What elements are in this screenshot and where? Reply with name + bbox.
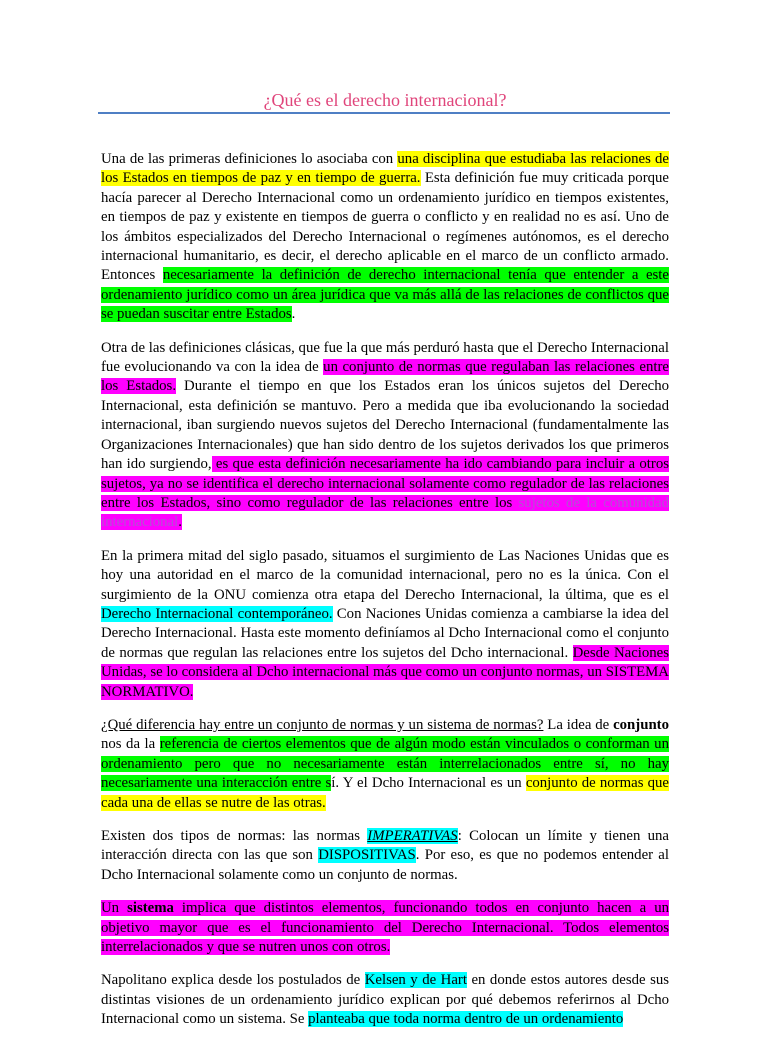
p5-highlight-imperativas: IMPERATIVAS	[367, 828, 458, 844]
p4-highlight-green: referencia de ciertos elementos que de algún modo están vinculados o conforman un ordenamiento pero que no necesariamente están interrelacionados entre sí, no hay necesariamente una interacción entre s	[101, 736, 669, 792]
p4-text-b: La idea de	[543, 716, 614, 733]
p2-text-c: Durante el tiempo en que los Estados eran los únicos sujetos del Derecho Internacional, esta definición se mantuvo. Pero a medida que iba evolucionando la sociedad internacional, iban surgiendo nuevos sujetos del Derecho Internacional (fundamentalmente las Organizaciones Internacionales) que han sido dentro de los sujetos derivados los que primeros han ido surgiendo,	[101, 378, 669, 473]
paragraph-6	[101, 899, 669, 957]
p2-highlight-magenta-1: un conjunto de normas que regulaban las relaciones entre los Estados.	[101, 359, 669, 395]
p6-text-a: Un	[101, 900, 128, 917]
p6-bold-sistema: sistema	[127, 900, 174, 917]
p3-highlight-magenta: Desde Naciones Unidas, se lo considera al Dcho internacional más que como un conjunto normas, un SISTEMA NORMATIVO.	[101, 644, 670, 700]
p2-highlight-magenta-2: es que esta definición necesariamente ha ido cambiando para incluir a otros sujetos, ya no se identifica el derecho internacional solamente como regulador de las relaciones entre los Estados, sino como regulador de las relaciones entre los	[101, 456, 669, 511]
page-title: ¿Qué es el derecho internacional?	[263, 90, 507, 110]
p5-text-a: Existen dos tipos de normas: las normas	[101, 828, 368, 844]
p5-text-e: . Por eso, es que no podemos entender al Dcho Internacional solamente como un conjunto de normas.	[101, 847, 669, 883]
p5-highlight-dispositivas: DISPOSITIVAS	[318, 847, 416, 864]
document-body	[101, 150, 669, 1044]
title-underline	[98, 112, 670, 114]
p4-bold-conjunto: conjunto	[613, 716, 670, 733]
paragraph-4	[101, 716, 669, 813]
p1-text-e: .	[291, 306, 296, 323]
p3-text-a: En la primera mitad del siglo pasado, situamos el surgimiento de Las Naciones Unidas que es hoy una autoridad en el marco de la comunidad internacional, pero no es la única. Con el surgimiento de la ONU comienza otra etapa del Derecho Internacional, la última, que es el	[101, 547, 669, 603]
p1-highlight-yellow: una disciplina que estudiaba las relaciones de los Estados en tiempos de paz y en tiempo de guerra.	[101, 151, 669, 187]
p7-highlight-cyan: Kelsen y de Hart	[364, 972, 467, 989]
p7-text-c: en donde estos autores desde sus distintas visiones de un ordenamiento jurídico explican por qué debemos referirnos al Dcho Internacional como un sistema. Se	[101, 972, 670, 1028]
p4-text-f: í. Y el Dcho Internacional es un	[331, 775, 526, 792]
paragraph-1	[101, 150, 669, 325]
p4-highlight-yellow: conjunto de normas que cada una de ellas se nutre de las otras.	[101, 775, 669, 811]
p5-text-c: : Colocan un límite y tienen una interacción directa con las que son	[101, 828, 669, 864]
p7-text-a: Napolitano explica desde los postulados de	[101, 972, 365, 989]
p1-highlight-green: necesariamente la definición de derecho internacional tenía que entender a este ordenamiento jurídico como un área jurídica que va más allá de las relaciones de conflictos que se puedan suscitar entre Estados	[101, 267, 669, 323]
p2-text-f: .	[178, 514, 182, 531]
p1-text-a: Una de las primeras definiciones lo asociaba con	[101, 151, 398, 167]
p6-highlight-magenta: implica que distintos elementos, funcionando todos en conjunto hacen a un objetivo mayor que es el funcionamiento del Derecho Internacional. Todos elementos interrelacionados y que se nutren unos con otros.	[101, 900, 669, 956]
paragraph-7	[101, 971, 669, 1029]
p4-question: ¿Qué diferencia hay entre un conjunto de normas y un sistema de normas?	[101, 716, 544, 733]
p2-highlight-subjects: sujetos de la comunidad internacional	[101, 494, 670, 531]
paragraph-2	[101, 339, 669, 533]
paragraph-3	[101, 547, 669, 702]
p1-text-c: Esta definición fue muy criticada porque hacía parecer al Derecho Internacional como un ordenamiento jurídico en tiempos existentes, en tiempos de paz y existente en tiempos de guerra o conflicto y en realidad no es así. Uno de los ámbitos especializados del Derecho Internacional o regímenes autónomos, es el derecho internacional humanitario, es decir, el derecho aplicable en el marco de un conflicto armado. Entonces	[101, 170, 669, 284]
p3-text-c: Con Naciones Unidas comienza a cambiarse la idea del Derecho Internacional. Hasta este momento definíamos al Dcho Internacional como el conjunto de normas que regulan las relaciones entre los sujetos del Dcho internacional.	[101, 605, 669, 661]
paragraph-5	[101, 827, 669, 885]
p3-highlight-cyan: Derecho Internacional contemporáneo.	[101, 605, 333, 622]
p2-text-a: Otra de las definiciones clásicas, que fue la que más perduró hasta que el Derecho Internacional fue evolucionando va con la idea de	[101, 339, 669, 376]
p7-highlight-cyan-2: planteaba que toda norma dentro de un ordenamiento	[308, 1011, 624, 1028]
p4-text-d: nos da la	[101, 736, 160, 753]
